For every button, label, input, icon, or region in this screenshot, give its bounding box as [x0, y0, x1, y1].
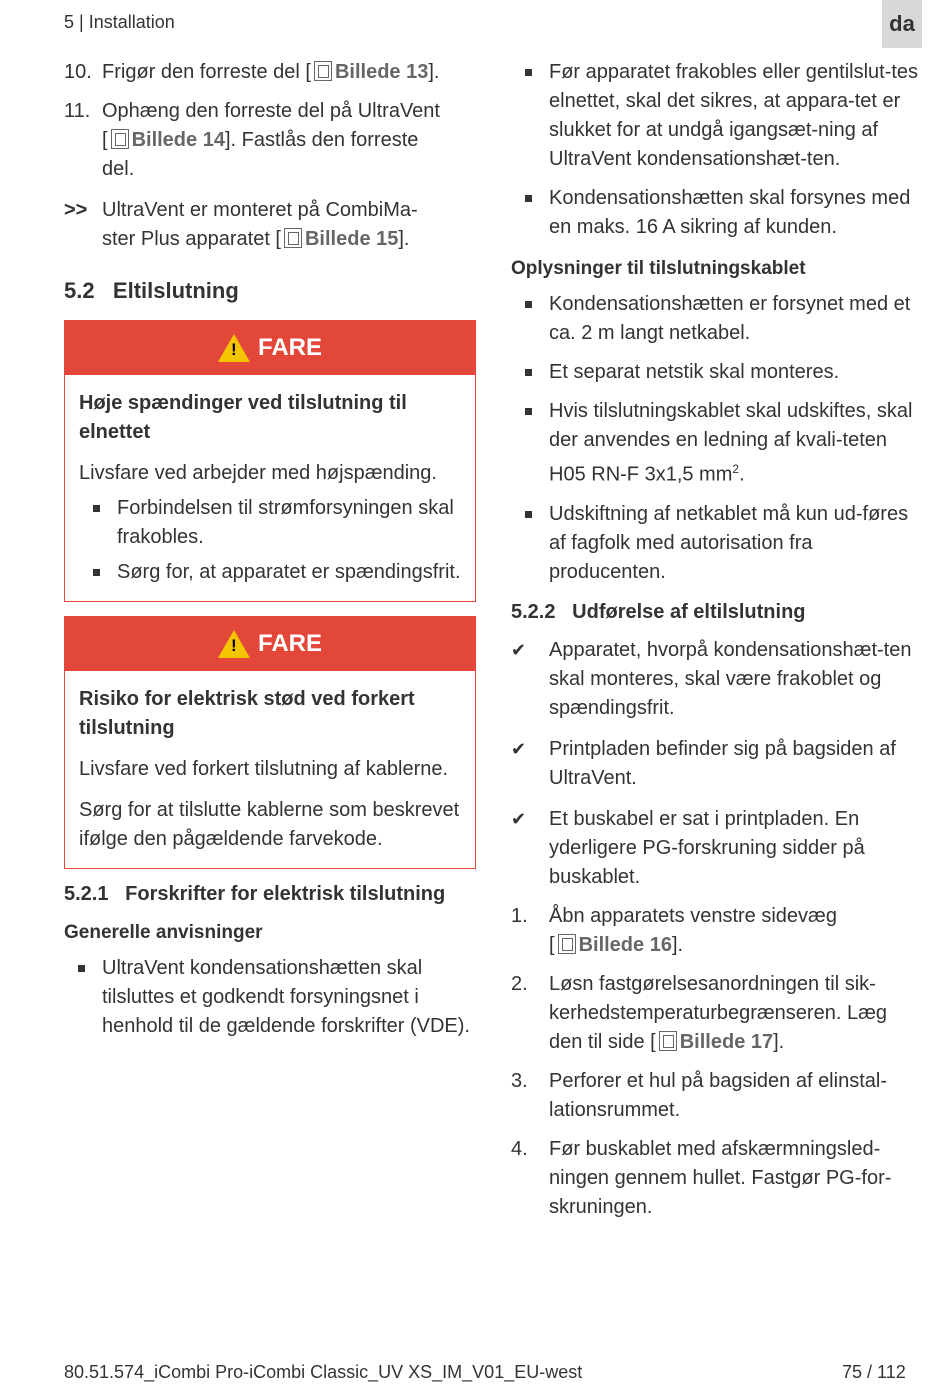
bullet-icon [79, 558, 117, 587]
list-item: Udskiftning af netkablet må kun ud-føres af fagfolk med autorisation fra producenten. [511, 500, 926, 587]
checklist-item: ✔ Printpladen befinder sig på bagsiden af UltraVent. [511, 735, 926, 793]
checkmark-icon: ✔ [511, 639, 527, 660]
figure-reference-icon [314, 61, 332, 81]
figure-link[interactable]: Billede 15 [304, 228, 399, 250]
step-1: 1. Åbn apparatets venstre sidevæg [ Billede 16]. [511, 904, 837, 956]
bullet-icon [64, 954, 102, 1041]
footer-page-number: 75 / 112 [842, 1362, 906, 1382]
step-10: 10. Frigør den forreste del [ Billede 13]. [64, 61, 440, 83]
figure-reference-icon [284, 228, 302, 248]
figure-link[interactable]: Billede 13 [334, 61, 429, 83]
list-item: Kondensationshætten skal forsynes med en maks. 16 A sikring af kunden. [511, 184, 926, 242]
warning-text: Livsfare ved arbejder med højspænding. [79, 462, 437, 484]
checkmark-icon: ✔ [511, 738, 527, 759]
checkmark-icon: ✔ [511, 808, 527, 829]
figure-reference-icon [659, 1031, 677, 1051]
right-column [511, 58, 926, 1222]
bullet-icon [79, 494, 117, 552]
warning-header: ! FARE [65, 321, 475, 375]
result-line: >> UltraVent er monteret på CombiMa- ster Plus apparatet [ Billede 15]. [64, 199, 418, 250]
page-header-section: 5 | Installation [64, 12, 175, 32]
list-item: Forbindelsen til strømforsyningen skal frakobles. [79, 494, 461, 552]
warning-title: Risiko for elektrisk stød ved forkert tilslutning [79, 688, 415, 739]
step-4: 4. Før buskablet med afskærmningsled-ningen gennem hullet. Fastgør PG-for-skruningen. [511, 1137, 892, 1218]
language-tab: da [882, 0, 922, 48]
figure-reference-icon [111, 129, 129, 149]
figure-link[interactable]: Billede 17 [679, 1030, 774, 1053]
warning-box-2 [64, 616, 476, 869]
step-2: 2. Løsn fastgørelsesanordningen til sik- kerhedstemperaturbegrænseren. Læg den til side [ Billede 17]. [511, 972, 887, 1053]
figure-link[interactable]: Billede 14 [131, 129, 225, 151]
warning-title: Høje spændinger ved tilslutning til elnettet [79, 392, 407, 443]
figure-link[interactable]: Billede 16 [578, 933, 672, 956]
bullet-icon [511, 500, 549, 587]
warning-header: ! FARE [65, 617, 475, 671]
warning-triangle-icon: ! [218, 630, 250, 658]
bullet-icon [511, 290, 549, 348]
section-heading-5-2: 5.2 Eltilslutning [64, 278, 239, 303]
bullet-icon [511, 184, 549, 242]
warning-text: Livsfare ved forkert tilslutning af kablerne. [79, 758, 449, 780]
warning-triangle-icon: ! [218, 334, 250, 362]
warning-box-1 [64, 320, 476, 602]
footer-document-id: 80.51.574_iCombi Pro-iCombi Classic_UV XS_IM_V01_EU-west [64, 1362, 583, 1382]
bullet-icon [511, 397, 549, 490]
checklist-item: ✔ Apparatet, hvorpå kondensationshæt-ten skal monteres, skal være frakoblet og spændingsfrit. [511, 636, 926, 723]
step-3: 3. Perforer et hul på bagsiden af elinstal-lationsrummet. [511, 1069, 887, 1121]
bullet-icon [511, 358, 549, 387]
list-item: UltraVent kondensationshætten skal tilsluttes et godkendt forsyningsnet i henhold til de gældende forskrifter (VDE). [64, 954, 476, 1041]
checklist-item: ✔ Et buskabel er sat i printpladen. En yderligere PG-forskruning sidder på buskablet. [511, 805, 926, 892]
list-item: Før apparatet frakobles eller gentilslut-tes elnettet, skal det sikres, at appara-tet er slukket for at undgå igangsæt-ning af UltraVent kondensationshæt-ten. [511, 58, 926, 174]
warning-text: Sørg for at tilslutte kablerne som beskrevet ifølge den pågældende farvekode. [79, 799, 460, 850]
bullet-icon [511, 58, 549, 174]
list-item: Et separat netstik skal monteres. [511, 358, 926, 387]
list-item: Kondensationshætten er forsynet med et ca. 2 m langt netkabel. [511, 290, 926, 348]
section-heading-5-2-1: 5.2.1 Forskrifter for elektrisk tilslutning [64, 883, 446, 905]
subheading-general: Generelle anvisninger [64, 922, 263, 943]
subheading-cable: Oplysninger til tilslutningskablet [511, 258, 806, 279]
step-11: 11. Ophæng den forreste del på UltraVent [ Billede 14]. Fastlås den forreste del. [64, 100, 440, 180]
figure-reference-icon [558, 934, 576, 954]
list-item: Sørg for, at apparatet er spændingsfrit. [79, 558, 461, 587]
left-column [64, 58, 476, 1041]
list-item: Hvis tilslutningskablet skal udskiftes, skal der anvendes en ledning af kvali-teten H05 RN-F 3x1,5 $mm^2$. [511, 397, 926, 490]
section-heading-5-2-2: 5.2.2 Udførelse af eltilslutning [511, 600, 806, 623]
